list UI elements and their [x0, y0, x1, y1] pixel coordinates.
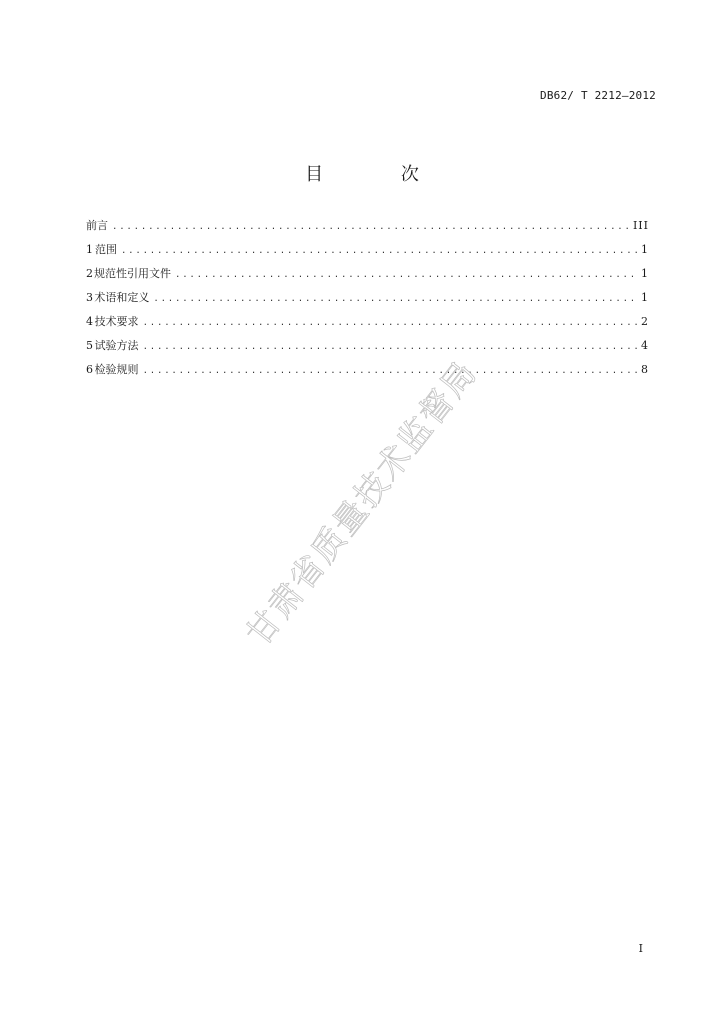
toc-entry-number: 5 [86, 339, 93, 352]
toc-entry-scope[interactable] [86, 240, 649, 264]
toc-dot-leader [112, 217, 629, 237]
toc-entry-label: 技术要求 [94, 315, 139, 328]
toc-entry-label: 术语和定义 [94, 291, 150, 304]
toc-dot-leader [143, 361, 637, 381]
toc-entry-normative-references[interactable] [86, 264, 649, 288]
toc-entry-page: 2 [641, 315, 649, 328]
toc-entry-label: 检验规则 [94, 363, 139, 376]
toc-dot-leader [143, 337, 637, 357]
toc-entry-number: 4 [86, 315, 93, 328]
toc-entry-label: 试验方法 [94, 339, 139, 352]
toc-entry-page: 1 [641, 291, 649, 304]
watermark: 甘肃省质量技术监督局 [238, 352, 485, 653]
toc-entry-label: 规范性引用文件 [94, 267, 171, 280]
toc-entry-inspection-rules[interactable] [86, 360, 649, 384]
toc-entry-number: 6 [86, 363, 93, 376]
toc-dot-leader [153, 289, 637, 309]
toc-entry-terms-definitions[interactable] [86, 288, 649, 312]
toc-dot-leader [143, 313, 637, 333]
document-code: DB62/ T 2212—2012 [540, 89, 656, 102]
toc-dot-leader [121, 241, 637, 261]
page-number: I [638, 942, 643, 955]
toc-dot-leader [175, 265, 637, 285]
toc-entry-number: 3 [86, 291, 93, 304]
toc-entry-test-methods[interactable] [86, 336, 649, 360]
toc-entry-number: 1 [86, 243, 93, 256]
page-title: 目 次 [305, 164, 455, 185]
toc-entry-label: 前言 [86, 219, 108, 232]
toc-entry-page: 1 [641, 243, 649, 256]
toc-entry-page: III [632, 219, 649, 232]
toc-entry-page: 1 [641, 267, 649, 280]
toc-entry-technical-requirements[interactable] [86, 312, 649, 336]
toc-entry-foreword[interactable] [86, 216, 649, 240]
toc-entry-label: 范围 [94, 243, 117, 256]
table-of-contents [86, 216, 649, 384]
toc-entry-page: 8 [641, 363, 649, 376]
toc-entry-page: 4 [641, 339, 649, 352]
toc-entry-number: 2 [86, 267, 93, 280]
